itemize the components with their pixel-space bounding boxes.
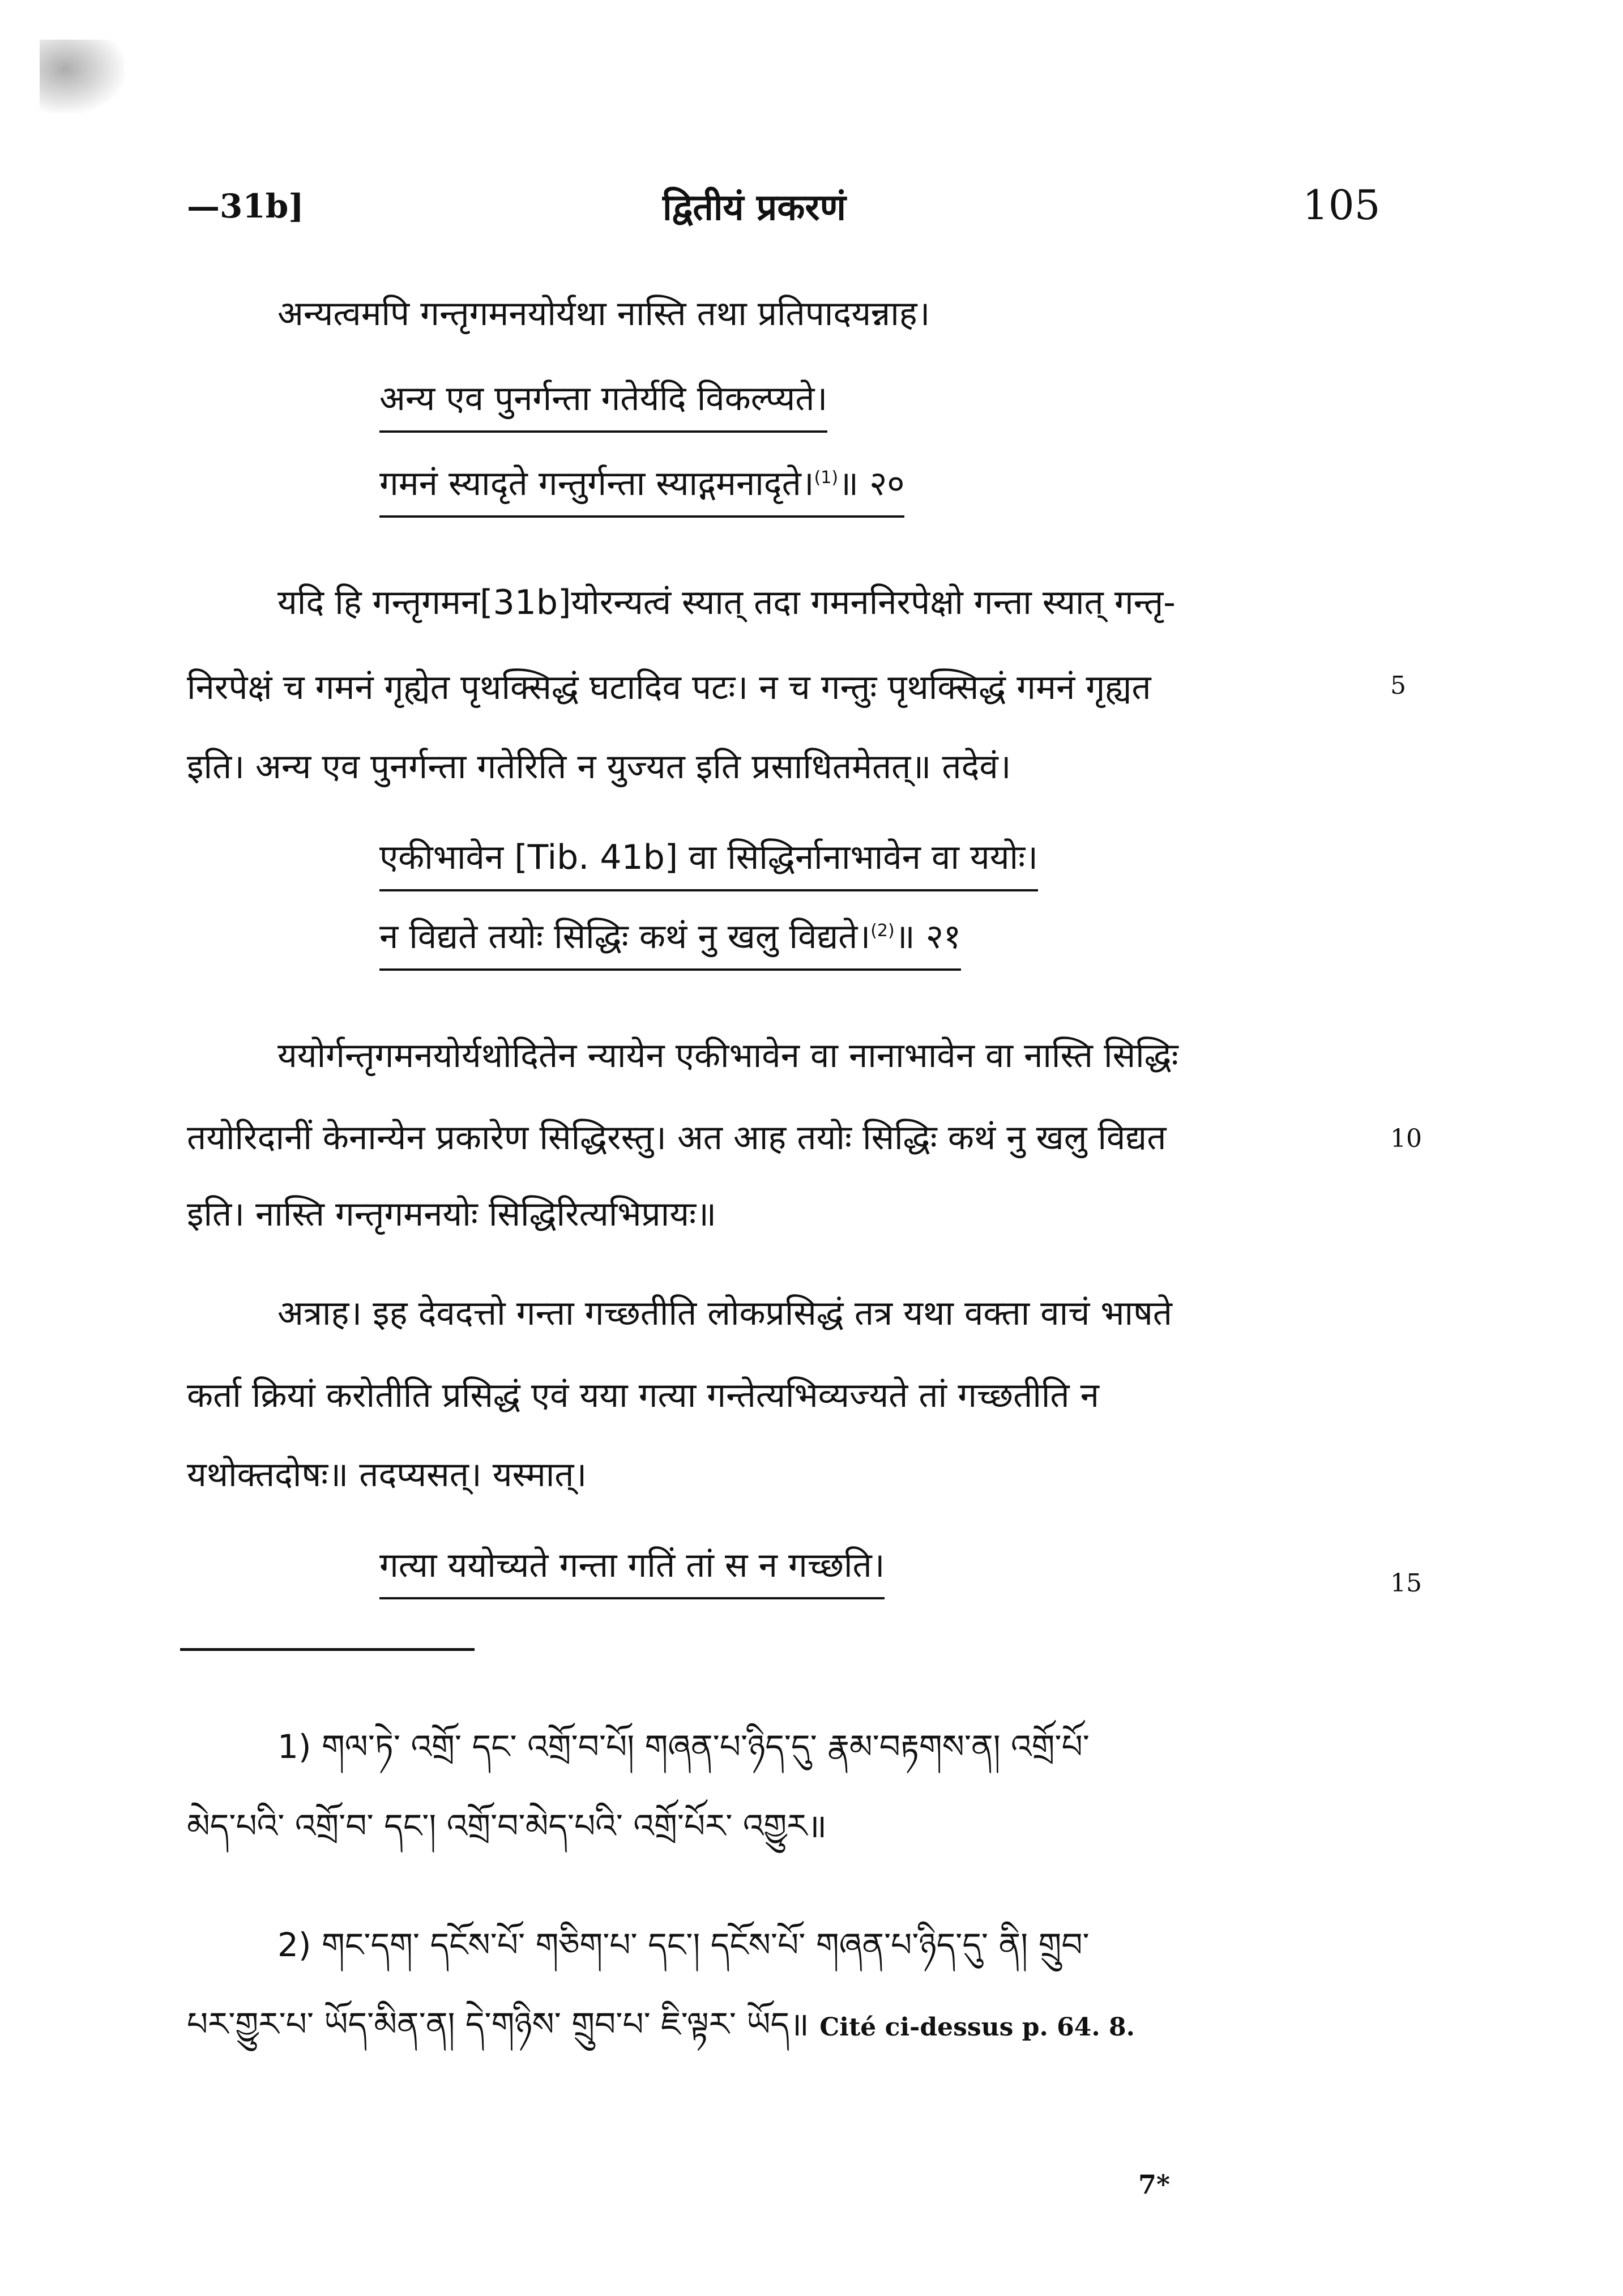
verse-text: गमनं स्यादृते गन्तुर्गन्ता स्याद्गमनादृते। [379, 464, 814, 503]
prose-line: ययोर्गन्तृगमनयोर्यथोदितेन न्यायेन एकीभावेन वा नानाभावेन वा नास्ति सिद्धिः [277, 1036, 1178, 1076]
footnote-ref: (1) [814, 468, 839, 488]
verse-line: अन्य एव पुनर्गन्ता गतेर्यदि विकल्प्यते। [379, 374, 827, 433]
running-folio: —31b] [187, 187, 304, 225]
prose-line: इति। अन्य एव पुनर्गन्ता गतेरिति न युज्यत इति प्रसाधितमेतत्॥ तदेवं। [187, 747, 1011, 787]
prose-line: कर्ता क्रियां करोतीति प्रसिद्धं एवं यया गत्या गन्तेत्यभिव्यज्यते तां गच्छतीति न [187, 1376, 1099, 1415]
page-number: 105 [1302, 181, 1381, 229]
prose-line: अन्यत्वमपि गन्तृगमनयोर्यथा नास्ति तथा प्रतिपादयन्नाह। [277, 294, 930, 334]
prose-line: इति। नास्ति गन्तृगमनयोः सिद्धिरित्यभिप्रायः॥ [187, 1194, 717, 1234]
line-number: 15 [1390, 1569, 1422, 1598]
verse-text: न विद्यते तयोः सिद्धिः कथं नु खलु विद्यते। [379, 917, 871, 957]
line-number: 10 [1390, 1124, 1422, 1153]
prose-line: यथोक्तदोषः॥ तदप्यसत्। यस्मात्। [187, 1455, 587, 1495]
scan-artifact [40, 40, 125, 113]
prose-line: अत्राह। इह देवदत्तो गन्ता गच्छतीति लोकप्रसिद्धं तत्र यथा वक्ता वाचं भाषते [277, 1294, 1172, 1333]
footnote-line: 1) གལ་ཏེ་ འགྲོ་ དང་ འགྲོ་བ་པོ། གཞན་པ་ཉིད་དུ་ རྣམ་བརྟགས་ན། འགྲོ་པོ་ [277, 1727, 1090, 1766]
prose-line: यदि हि गन्तृगमन[31b]योरन्यत्वं स्यात् तदा गमननिरपेक्षो गन्ता स्यात् गन्तृ- [277, 583, 1176, 622]
verse-line: एकीभावेन [Tib. 41b] वा सिद्धिर्नानाभावेन वा ययोः। [379, 833, 1038, 891]
footnote-ref: (2) [870, 921, 895, 941]
footnote-rule [180, 1648, 475, 1651]
line-number: 5 [1390, 671, 1406, 700]
citation: Cité ci-dessus p. 64. 8. [819, 2013, 1135, 2042]
prose-line: तयोरिदानीं केनान्येन प्रकारेण सिद्धिरस्तु। अत आह तयोः सिद्धिः कथं नु खलु विद्यत [187, 1118, 1167, 1158]
page-title: द्वितीयं प्रकरणं [663, 187, 846, 229]
signature-mark: 7* [1138, 2169, 1171, 2200]
footnote-line [187, 1988, 1135, 2080]
verse-line: गत्या ययोच्यते गन्ता गतिं तां स न गच्छति। [379, 1540, 885, 1599]
verse-line [379, 459, 904, 518]
verse-line [379, 912, 961, 971]
prose-line: निरपेक्षं च गमनं गृह्येत पृथक्सिद्धं घटादिव पटः। न च गन्तुः पृथक्सिद्धं गमनं गृह्यत [187, 668, 1151, 707]
verse-number: ॥ २१ [894, 917, 962, 957]
footnote-line: མེད་པའི་ འགྲོ་བ་ དང་། འགྲོ་བ་མེད་པའི་ འགྲོ་པོར་ འགྱུར॥ [187, 1807, 827, 1845]
footnote-text: པར་གྱུར་པ་ ཡོད་མིན་ན། དེ་གཉིས་ གྲུབ་པ་ ཇི་ལྟར་ ཡོད॥ [187, 2005, 809, 2043]
footnote-line: 2) གང་དག་ དངོས་པོ་ གཅིག་པ་ དང་། དངོས་པོ་ གཞན་པ་ཉིད་དུ་ ནི། གྲུབ་ [277, 1926, 1090, 1964]
verse-number: ॥ २० [838, 464, 905, 503]
